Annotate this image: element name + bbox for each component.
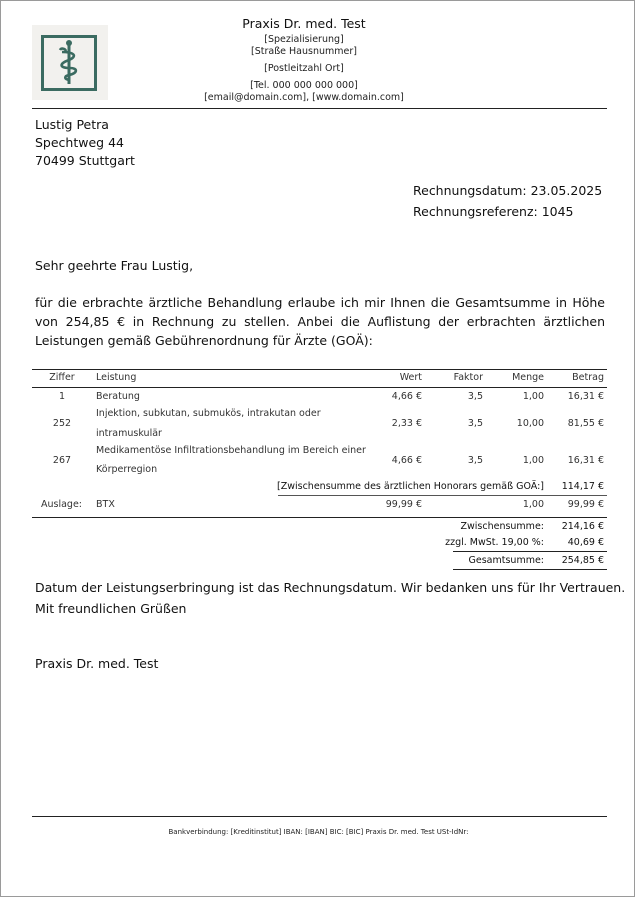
table-top-rule [32,369,607,370]
expense-menge: 1,00 [522,499,544,510]
expense-label: Auslage: [40,499,82,510]
row-2-wert: 2,33 € [391,418,422,429]
recipient-name: Lustig Petra [35,117,109,132]
footer-bank-info: Bankverbindung: [Kreditinstitut] IBAN: [IBAN] BIC: [BIC] Praxis Dr. med. Test USt-IdNr: [168,828,469,836]
header-betrag: Betrag [572,372,604,383]
expense-wert: 99,99 € [385,499,422,510]
header-ziffer: Ziffer [49,372,75,383]
closing-line-1: Datum der Leistungserbringung ist das Rechnungsdatum. Wir bedanken uns für Ihr Vertrauen. [35,580,626,595]
vat-label: zzgl. MwSt. 19,00 %: [445,537,544,548]
row-1-leistung: Beratung [96,391,140,402]
total-label: Gesamtsumme: [468,555,544,566]
intro-paragraph: für die erbrachte ärztliche Behandlung erlaube ich mir Ihnen die Gesamtsumme in Höhe von 254,85 € in Rechnung zu stellen. Anbei die Auflistung der erbrachten ärztlichen Leistungen gemäß Gebührenordnung für Ärzte (GOÄ): [35,295,605,348]
vat-value: 40,69 € [567,537,604,548]
recipient-city: 70499 Stuttgart [35,153,135,168]
closing-block [35,577,625,619]
practice-name: Praxis Dr. med. Test [242,16,366,31]
header-leistung: Leistung [96,372,137,383]
invoice-reference: Rechnungsreferenz: 1045 [413,204,574,219]
row-2-leistung-line1: Injektion, subkutan, submukös, intrakutan oder [96,408,321,419]
expense-betrag: 99,99 € [567,499,604,510]
salutation: Sehr geehrte Frau Lustig, [35,258,194,273]
total-underline [453,569,607,570]
total-rule [453,551,607,552]
row-2-ziffer: 252 [52,418,72,429]
row-1-faktor: 3,5 [467,391,483,402]
row-1-menge: 1,00 [522,391,544,402]
practice-specialization: [Spezialisierung] [264,34,344,45]
practice-contact: [email@domain.com], [www.domain.com] [204,92,404,103]
practice-city: [Postleitzahl Ort] [264,63,344,74]
signature: Praxis Dr. med. Test [35,656,159,671]
row-1-betrag: 16,31 € [567,391,604,402]
row-2-menge: 10,00 [516,418,544,429]
table-bottom-rule [32,517,607,518]
header-wert: Wert [399,372,422,383]
row-2-faktor: 3,5 [467,418,483,429]
recipient-street: Spechtweg 44 [35,135,124,150]
row-2-betrag: 81,55 € [567,418,604,429]
row-3-faktor: 3,5 [467,455,483,466]
row-3-wert: 4,66 € [391,455,422,466]
row-1-ziffer: 1 [58,391,66,402]
closing-line-2: Mit freundlichen Grüßen [35,601,187,616]
header-menge: Menge [512,372,544,383]
goae-subtotal-rule [278,495,607,496]
practice-phone: [Tel. 000 000 000 000] [250,80,358,91]
row-3-menge: 1,00 [522,455,544,466]
table-header-rule [32,387,607,388]
subtotal-value: 214,16 € [561,521,604,532]
practice-street: [Straße Hausnummer] [251,46,357,57]
row-3-leistung-line1: Medikamentöse Infiltrationsbehandlung im Bereich einer [96,445,366,456]
invoice-date: Rechnungsdatum: 23.05.2025 [413,183,603,198]
services-table [1,1,636,601]
row-1-wert: 4,66 € [391,391,422,402]
row-2-leistung-line2: intramuskulär [96,428,162,439]
expense-leistung: BTX [96,499,115,510]
row-3-leistung-line2: Körperregion [96,464,158,475]
subtotal-label: Zwischensumme: [460,521,544,532]
row-3-ziffer: 267 [52,455,72,466]
goae-subtotal-value: 114,17 € [561,481,604,492]
header-faktor: Faktor [453,372,483,383]
footer-divider [32,816,607,817]
goae-subtotal-label: [Zwischensumme des ärztlichen Honorars gemäß GOÄ:] [277,481,544,492]
row-3-betrag: 16,31 € [567,455,604,466]
total-value: 254,85 € [561,555,604,566]
